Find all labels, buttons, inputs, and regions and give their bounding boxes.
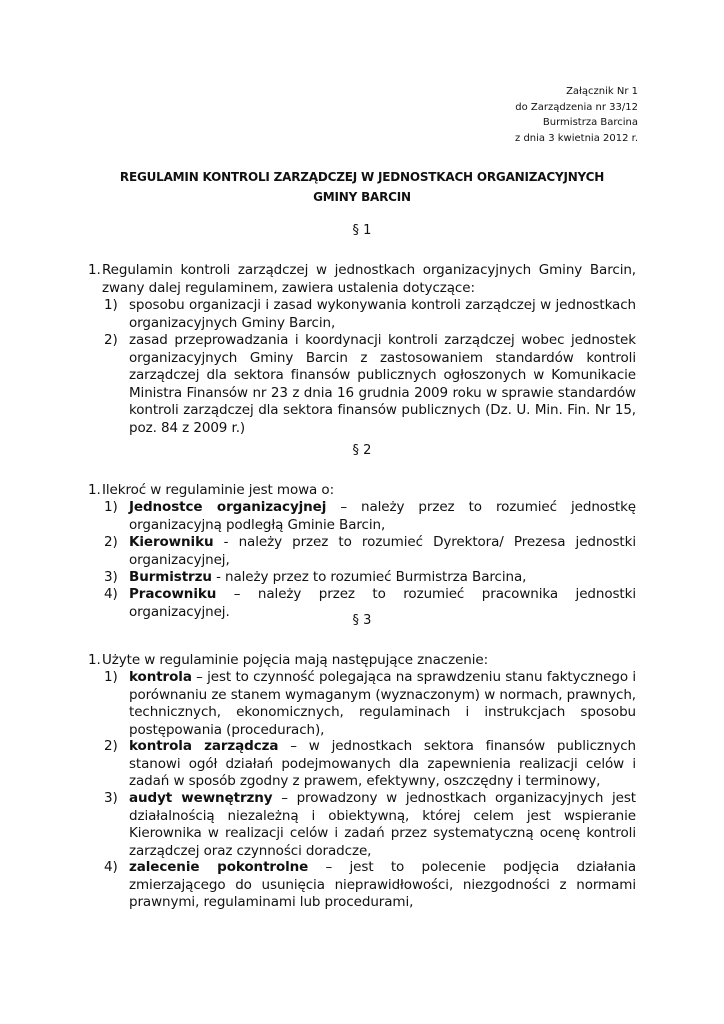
definition: - należy przez to rozumieć Dyrektora/ Prezesa jednostki organizacyjnej,: [129, 534, 636, 568]
sub-item: [104, 569, 636, 587]
list-item: [88, 652, 636, 670]
sub-item-number: 2): [104, 738, 118, 754]
sub-item-number: 3): [104, 790, 118, 806]
section-heading: § 2: [352, 443, 372, 458]
document-title: [0, 167, 724, 207]
term: Kierowniku: [129, 534, 214, 550]
section-heading: § 3: [352, 613, 372, 628]
sub-item: [104, 859, 636, 912]
definition: – prowadzony w jednostkach organizacyjnych jest działalnością niezależną i obiektywną, której celem jest wspieranie Kierownika w realizacji celów i zadań przez systematyczną ocenę kontroli zarządczej oraz czynności doradcze,: [129, 790, 636, 859]
term: Pracowniku: [129, 586, 217, 602]
sub-item-number: 4): [104, 859, 118, 875]
sub-item: [104, 332, 636, 437]
title-line: GMINY BARCIN: [313, 190, 411, 204]
sub-item-number: 1): [104, 297, 118, 313]
annex-line: Burmistrza Barcina: [542, 117, 638, 128]
sub-item-number: 1): [104, 499, 118, 515]
section-heading: § 1: [352, 223, 372, 238]
sub-item: [104, 738, 636, 791]
item-number: 1.: [88, 482, 101, 498]
item-text: Ilekroć w regulaminie jest mowa o:: [102, 482, 335, 498]
sub-item-number: 4): [104, 586, 118, 602]
item-number: 1.: [88, 652, 101, 668]
annex-line: Załącznik Nr 1: [566, 86, 638, 97]
sub-item: [104, 790, 636, 860]
definition: – należy przez to rozumieć jednostkę organizacyjną podległą Gminie Barcin,: [129, 499, 636, 533]
list-item: [88, 262, 636, 297]
sub-item: [104, 534, 636, 569]
definition: – jest to czynność polegająca na sprawdzeniu stanu faktycznego i porównaniu ze stanem wymaganym (wyznaczonym) w normach, prawnych, technicznych, ekonomicznych, regulaminach i instrukcjach sposobu postępowania (procedurach),: [129, 669, 636, 738]
sub-item-number: 3): [104, 569, 118, 585]
annex-line: do Zarządzenia nr 33/12: [515, 101, 638, 113]
sub-item-number: 2): [104, 332, 118, 348]
term: zalecenie pokontrolne: [129, 859, 309, 875]
title-line: REGULAMIN KONTROLI ZARZĄDCZEJ W JEDNOSTKACH ORGANIZACYJNYCH: [119, 170, 605, 184]
term: Burmistrzu: [129, 569, 212, 585]
term: Jednostce organizacyjnej: [129, 499, 327, 515]
list-item: [88, 482, 636, 500]
sub-item-text: zasad przeprowadzania i koordynacji kontroli zarządczej wobec jednostek organizacyjnych Gminy Barcin z zastosowaniem standardów kontroli zarządczej dla sektora finansów publicznych ogłoszonych w Komunikacie Ministra Finansów nr 23 z dnia 16 grudnia 2009 roku w sprawie standardów kontroli zarządczej dla sektora finansów publicznych (Dz. U. Min. Fin. Nr 15, poz. 84 z 2009 r.): [129, 332, 636, 436]
sub-item-number: 2): [104, 534, 118, 550]
term: kontrola zarządcza: [129, 738, 279, 754]
annex-line: z dnia 3 kwietnia 2012 r.: [515, 132, 638, 144]
sub-item: [104, 669, 636, 739]
item-text: Użyte w regulaminie pojęcia mają następujące znaczenie:: [102, 652, 489, 668]
item-text: Regulamin kontroli zarządczej w jednostkach organizacyjnych Gminy Barcin, zwany dalej regulaminem, zawiera ustalenia dotyczące:: [102, 262, 636, 296]
sub-item-text: sposobu organizacji i zasad wykonywania kontroli zarządczej w jednostkach organizacyjnych Gminy Barcin,: [129, 297, 636, 331]
definition: – jest to polecenie podjęcia działania zmierzającego do usunięcia nieprawidłowości, niezgodności z normami prawnymi, regulaminami lub procedurami,: [129, 859, 637, 910]
definition: – w jednostkach sektora finansów publicznych stanowi ogół działań podejmowanych dla zapewnienia realizacji celów i zadań w sposób zgodny z prawem, efektywny, oszczędny i terminowy,: [129, 738, 637, 789]
item-number: 1.: [88, 262, 101, 278]
term: audyt wewnętrzny: [129, 790, 273, 806]
sub-item: [104, 297, 636, 332]
sub-item: [104, 499, 636, 534]
definition: - należy przez to rozumieć Burmistrza Barcina,: [211, 569, 527, 585]
definition: – należy przez to rozumieć pracownika jednostki organizacyjnej.: [129, 586, 636, 620]
annex-header: [515, 84, 638, 146]
term: kontrola: [129, 669, 192, 685]
sub-item-number: 1): [104, 669, 118, 685]
